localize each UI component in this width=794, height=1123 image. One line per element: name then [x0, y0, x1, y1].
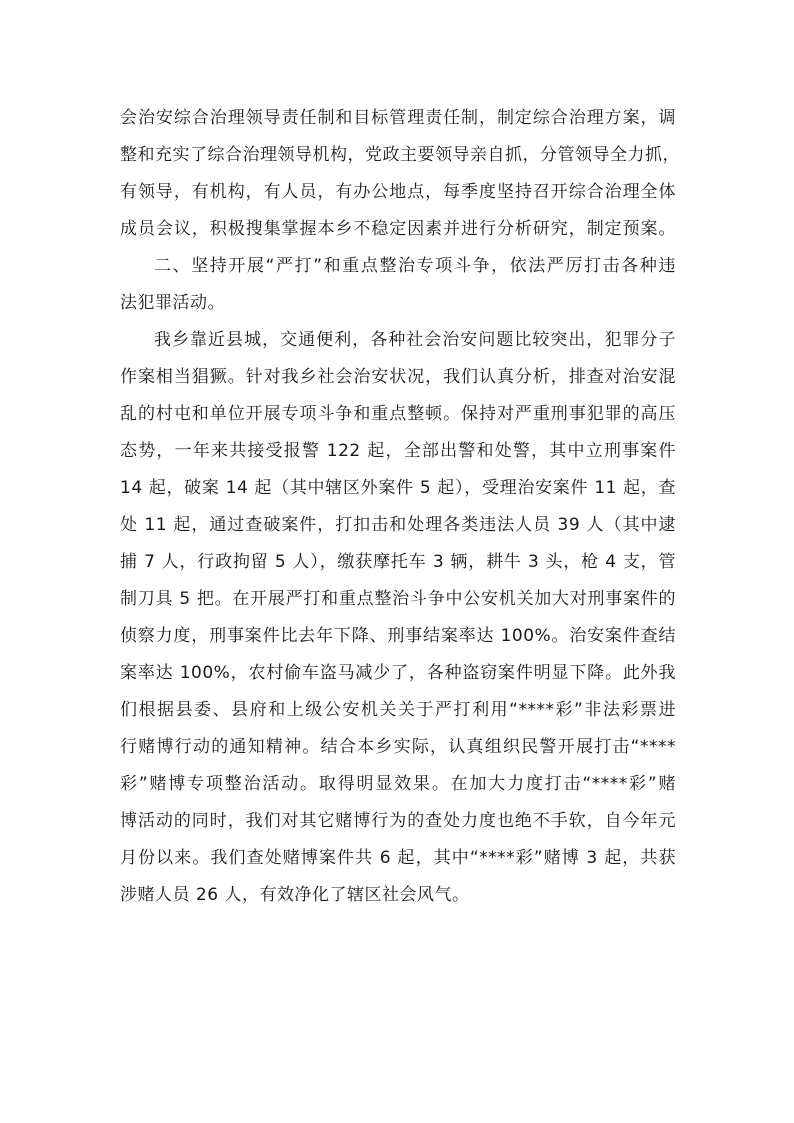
text-line: 彩”赌博专项整治活动。取得明显效果。在加大力度打击“****彩”赌 — [120, 774, 676, 794]
paragraph-1 — [120, 100, 680, 248]
text-line: 博活动的同时，我们对其它赌博行为的查处力度也绝不手软，自今年元 — [120, 811, 676, 831]
text-line: 涉赌人员 26 人，有效净化了辖区社会风气。 — [120, 885, 470, 905]
text-line: 侦察力度，刑事案件比去年下降、刑事结案率达 100%。治安案件查结 — [120, 626, 676, 646]
text-line: 制刀具 5 把。在开展严打和重点整治斗争中公安机关加大对刑事案件的 — [120, 589, 676, 609]
paragraph-3 — [120, 322, 676, 914]
text-line: 乱的村屯和单位开展专项斗争和重点整顿。保持对严重刑事犯罪的高压 — [120, 404, 676, 424]
text-line: 月份以来。我们查处赌博案件共 6 起，其中“****彩”赌博 3 起，共获 — [120, 848, 676, 868]
text-line: 态势，一年来共接受报警 122 起，全部出警和处警，其中立刑事案件 — [120, 441, 676, 461]
text-line: 有领导，有机构，有人员，有办公地点，每季度坚持召开综合治理全体 — [120, 182, 676, 202]
text-line: 14 起，破案 14 起（其中辖区外案件 5 起），受理治安案件 11 起，查 — [120, 478, 676, 498]
text-line: 行赌博行动的通知精神。结合本乡实际，认真组织民警开展打击“**** — [120, 737, 676, 757]
text-line: 二、坚持开展“严打”和重点整治专项斗争，依法严厉打击各种违 — [154, 256, 676, 276]
text-line: 成员会议，积极搜集掌握本乡不稳定因素并进行分析研究，制定预案。 — [120, 219, 676, 239]
text-line: 我乡靠近县城，交通便利，各种社会治安问题比较突出，犯罪分子 — [154, 330, 676, 350]
text-line: 捕 7 人，行政拘留 5 人），缴获摩托车 3 辆，耕牛 3 头，枪 4 支，管 — [120, 552, 676, 572]
text-line: 们根据县委、县府和上级公安机关关于严打利用“****彩”非法彩票进 — [120, 700, 676, 720]
text-line: 作案相当猖獗。针对我乡社会治安状况，我们认真分析，排查对治安混 — [120, 367, 676, 387]
paragraph-2-heading — [120, 248, 676, 322]
text-line: 案率达 100%，农村偷车盗马减少了，各种盗窃案件明显下降。此外我 — [120, 663, 676, 683]
text-line: 处 11 起，通过查破案件，打扣击和处理各类违法人员 39 人（其中逮 — [120, 515, 676, 535]
document-body — [120, 100, 680, 914]
text-line: 法犯罪活动。 — [120, 293, 225, 313]
text-line: 整和充实了综合治理领导机构，党政主要领导亲自抓，分管领导全力抓， — [120, 145, 680, 165]
text-line: 会治安综合治理领导责任制和目标管理责任制，制定综合治理方案，调 — [120, 108, 676, 128]
